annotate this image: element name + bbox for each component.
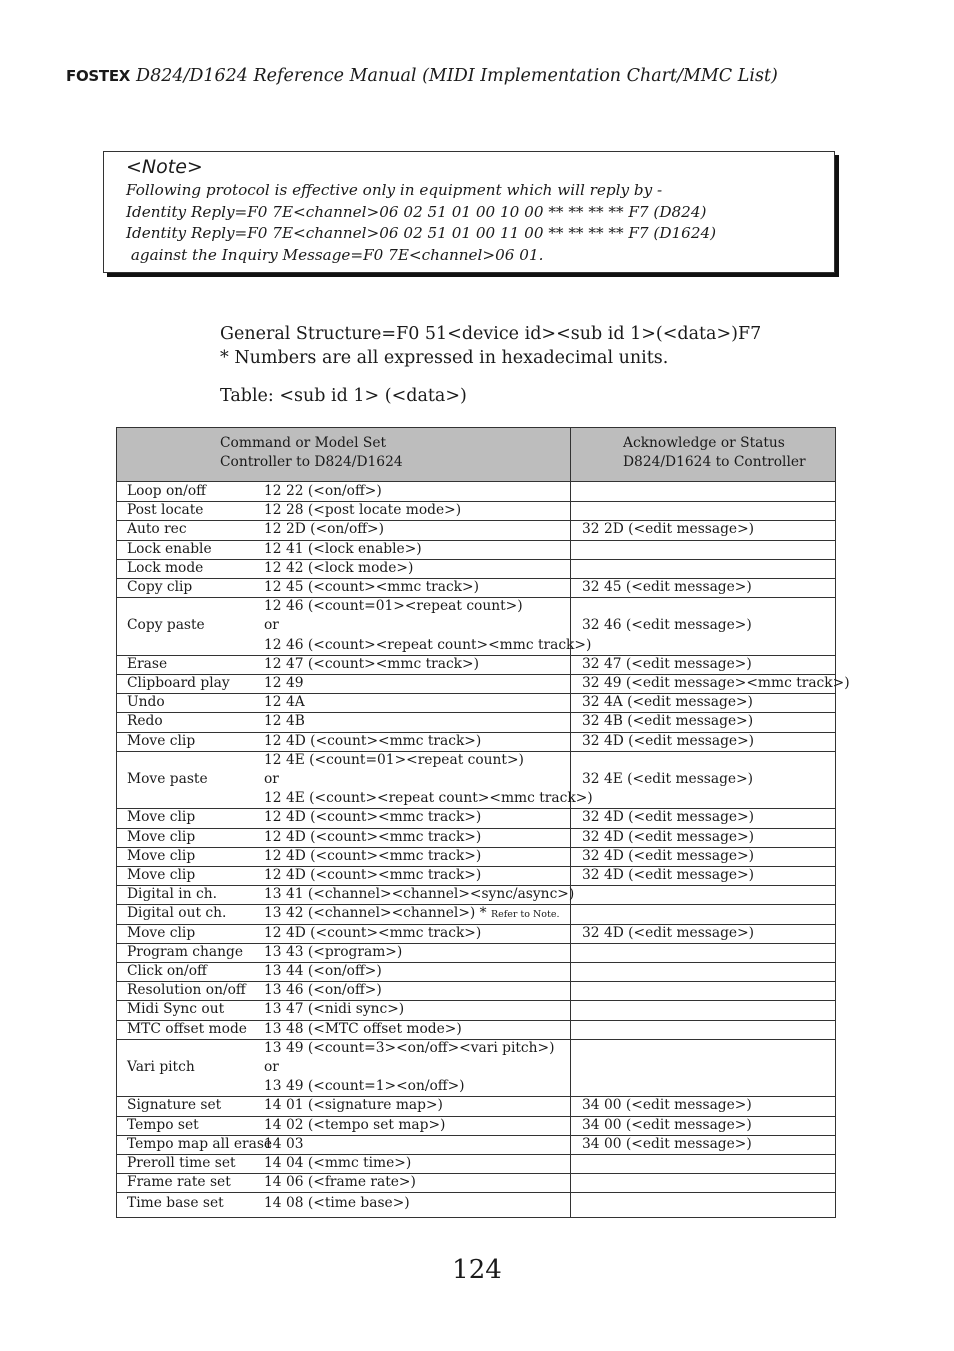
row-command-text: 12 46 (<count=01><repeat count>) (264, 598, 523, 615)
table-row (117, 885, 835, 904)
row-ack: 32 2D (<edit message>) (582, 521, 755, 538)
row-name: Move paste (127, 770, 208, 787)
row-ack: 32 4A (<edit message>) (582, 694, 753, 711)
note-title: <Note> (126, 156, 203, 178)
row-ack: 32 4B (<edit message>) (582, 713, 754, 730)
row-command-text: 14 04 (<mmc time>) (264, 1155, 412, 1171)
row-command (264, 520, 384, 539)
row-command (264, 866, 481, 885)
row-command-text: 14 06 (<frame rate>) (264, 1174, 416, 1191)
header-ack-line: D824/D1624 to Controller (623, 454, 806, 470)
row-command-text: 14 08 (<time base>) (264, 1194, 410, 1211)
table-row (117, 1096, 835, 1115)
row-command (264, 770, 279, 789)
row-command-text: 13 41 (<channel><channel><sync/async>) (264, 886, 575, 903)
row-name: Frame rate set (127, 1174, 231, 1191)
row-command-text: 12 4D (<count><mmc track>) (264, 924, 482, 941)
row-command (264, 847, 481, 866)
row-command (264, 501, 461, 520)
table-header (117, 428, 835, 482)
row-command (264, 981, 382, 1000)
row-command (264, 1116, 445, 1135)
table-row (117, 1000, 835, 1019)
note-line: Identity Reply=F0 7E<channel>06 02 51 01 00 10 00 ** ** ** ** F7 (D824) (126, 202, 707, 221)
row-command-text: or (264, 1058, 279, 1075)
row-command-text: 12 4E (<count=01><repeat count>) (264, 751, 524, 768)
row-name: Move clip (127, 847, 196, 864)
general-structure (220, 322, 761, 370)
row-command (264, 616, 279, 635)
row-command-text: 14 03 (264, 1135, 304, 1152)
row-command (264, 597, 523, 616)
row-ack: 34 00 (<edit message>) (582, 1135, 752, 1152)
row-ack: 32 4D (<edit message>) (582, 867, 755, 883)
row-name: Click on/off (127, 963, 207, 979)
row-ack: 32 46 (<edit message>) (582, 617, 752, 634)
header-command-line: Controller to D824/D1624 (220, 454, 403, 470)
row-name: Move clip (127, 924, 196, 941)
header-title: D824/D1624 Reference Manual (MIDI Implementation Chart/MMC List) (136, 66, 778, 86)
row-name: Clipboard play (127, 675, 230, 691)
mmc-table (116, 427, 850, 1218)
table-row (117, 520, 835, 539)
row-command-text: 13 44 (<on/off>) (264, 963, 382, 979)
row-command (264, 578, 479, 597)
table-row (117, 559, 835, 578)
header-command-line: Command or Model Set (220, 435, 387, 451)
row-name: Move clip (127, 867, 196, 883)
row-name: Tempo set (127, 1116, 199, 1133)
row-name: Midi Sync out (127, 1001, 225, 1018)
table-row (117, 1116, 835, 1135)
table-row (117, 674, 850, 693)
row-command (264, 924, 481, 943)
row-command-text: 13 49 (<count=1><on/off>) (264, 1078, 465, 1095)
row-ack: 32 4D (<edit message>) (582, 828, 755, 845)
row-command (264, 482, 382, 501)
table-row (117, 1173, 835, 1192)
table-row (117, 1154, 835, 1173)
row-ack: 32 4D (<edit message>) (582, 847, 755, 864)
note-line: Following protocol is effective only in equipment which will reply by - (126, 181, 663, 199)
row-ack: 32 4D (<edit message>) (582, 732, 755, 749)
row-ack: 32 49 (<edit message><mmc track>) (582, 675, 850, 691)
row-command (264, 751, 524, 770)
row-command-text: 14 01 (<signature map>) (264, 1097, 443, 1114)
row-command-text: 13 46 (<on/off>) (264, 982, 382, 999)
row-command (264, 943, 402, 962)
row-command (264, 1096, 443, 1115)
header-command (220, 434, 403, 472)
row-name: MTC offset mode (127, 1020, 247, 1037)
row-command (264, 693, 305, 712)
row-name: Undo (127, 694, 165, 711)
table-row (117, 981, 835, 1000)
row-name: Move clip (127, 828, 196, 845)
row-command-text: 12 4D (<count><mmc track>) (264, 809, 482, 826)
row-command-text: 12 22 (<on/off>) (264, 483, 382, 499)
row-command (264, 674, 304, 693)
row-name: Resolution on/off (127, 982, 246, 999)
note-line: Identity Reply=F0 7E<channel>06 02 51 01 00 11 00 ** ** ** ** F7 (D1624) (126, 224, 717, 243)
row-name: Vari pitch (127, 1058, 195, 1075)
table-row (117, 751, 835, 809)
row-name: Move clip (127, 809, 196, 826)
table-row (117, 808, 835, 827)
table-row (117, 732, 835, 751)
row-command (264, 1000, 404, 1019)
row-command (264, 1154, 411, 1173)
row-command (264, 1058, 279, 1077)
table-caption: Table: <sub id 1> (<data>) (220, 386, 467, 406)
row-command (264, 808, 481, 827)
numbers-note: * Numbers are all expressed in hexadecimal units. (220, 348, 669, 368)
row-name: Auto rec (127, 521, 187, 538)
table-row (117, 866, 835, 885)
page-header (66, 66, 778, 86)
row-name: Time base set (127, 1194, 224, 1211)
row-command (264, 1020, 462, 1039)
table-row (117, 962, 835, 981)
row-command-text: 12 47 (<count><mmc track>) (264, 655, 479, 672)
page-number: 124 (452, 1255, 502, 1285)
row-command (264, 1039, 554, 1058)
row-name: Program change (127, 943, 244, 960)
table-row (117, 1192, 835, 1214)
table-row (117, 1135, 835, 1154)
table-row (117, 828, 835, 847)
table-row (117, 904, 835, 923)
row-name: Copy clip (127, 579, 193, 595)
row-name: Digital in ch. (127, 886, 217, 903)
row-command-text: 12 4D (<count><mmc track>) (264, 867, 482, 883)
row-ack: 32 4E (<edit message>) (582, 770, 754, 787)
row-command-text: 12 42 (<lock mode>) (264, 559, 414, 576)
row-name: Lock enable (127, 540, 212, 557)
row-ack: 32 47 (<edit message>) (582, 655, 752, 672)
row-command (264, 962, 382, 981)
row-name: Erase (127, 655, 168, 672)
row-command-text: 13 42 (<channel><channel>) * (264, 905, 491, 922)
row-command-text: 13 49 (<count=3><on/off><vari pitch>) (264, 1039, 555, 1056)
table-row (117, 943, 835, 962)
row-command-text: 12 46 (<count><repeat count><mmc track>) (264, 636, 592, 653)
row-command (264, 789, 593, 808)
note-line: against the Inquiry Message=F0 7E<channel>06 01. (126, 245, 544, 264)
row-ack: 32 45 (<edit message>) (582, 579, 752, 595)
row-ack: 32 4D (<edit message>) (582, 809, 755, 826)
row-command (264, 559, 413, 578)
header-ack-line: Acknowledge or Status (623, 435, 785, 451)
table-row (117, 540, 835, 559)
note-box (103, 151, 835, 273)
structure-text: General Structure=F0 51<device id><sub id 1>(<data>)F7 (220, 324, 762, 344)
row-command-text: 12 4E (<count><repeat count><mmc track>) (264, 790, 593, 807)
header-ack (623, 434, 806, 472)
table-row (117, 693, 835, 712)
row-name: Move clip (127, 732, 196, 749)
row-command-text: or (264, 617, 279, 634)
row-command (264, 655, 479, 674)
row-command (264, 1077, 465, 1096)
table-row (117, 712, 835, 731)
table-row (117, 501, 835, 520)
row-command (264, 1173, 416, 1192)
row-command (264, 540, 422, 559)
row-command-text: 12 49 (264, 675, 304, 691)
refer-note: Refer to Note. (490, 909, 560, 921)
row-command (264, 636, 591, 655)
row-name: Post locate (127, 502, 204, 519)
row-command-text: 12 41 (<lock enable>) (264, 540, 422, 557)
row-command-text: 12 4D (<count><mmc track>) (264, 732, 482, 749)
row-command (264, 712, 305, 731)
table-row (117, 482, 835, 501)
row-command-text: 14 02 (<tempo set map>) (264, 1116, 446, 1133)
row-command-text: 12 4B (264, 713, 305, 730)
row-name: Loop on/off (127, 483, 206, 499)
row-ack: 34 00 (<edit message>) (582, 1097, 752, 1114)
table-row (117, 1020, 835, 1039)
row-command-text: 13 47 (<nidi sync>) (264, 1001, 405, 1018)
table-row (117, 924, 835, 943)
row-name: Signature set (127, 1097, 222, 1114)
fostex-logo: FOSTEX (66, 67, 131, 85)
row-name: Copy paste (127, 617, 205, 634)
row-command-text: 12 4D (<count><mmc track>) (264, 828, 482, 845)
row-command (264, 885, 574, 904)
row-command-text: 13 48 (<MTC offset mode>) (264, 1020, 462, 1037)
row-command (264, 1194, 410, 1213)
row-name: Tempo map all erase (127, 1135, 273, 1152)
table-row (117, 655, 835, 674)
table-row (117, 597, 835, 655)
table-row (117, 847, 835, 866)
row-command (264, 904, 559, 924)
row-command-text: 12 4D (<count><mmc track>) (264, 847, 482, 864)
row-name: Digital out ch. (127, 905, 227, 922)
row-name: Preroll time set (127, 1155, 236, 1171)
row-ack: 32 4D (<edit message>) (582, 924, 755, 941)
row-ack: 34 00 (<edit message>) (582, 1116, 752, 1133)
row-command (264, 828, 481, 847)
row-command-text: 13 43 (<program>) (264, 943, 403, 960)
row-name: Redo (127, 713, 163, 730)
row-command-text: 12 45 (<count><mmc track>) (264, 579, 479, 595)
row-command-text: 12 2D (<on/off>) (264, 521, 385, 538)
row-name: Lock mode (127, 559, 204, 576)
row-command-text: or (264, 770, 279, 787)
row-command (264, 732, 481, 751)
row-command-text: 12 28 (<post locate mode>) (264, 502, 462, 519)
row-command-text: 12 4A (264, 694, 305, 711)
row-command (264, 1135, 304, 1154)
table-row (117, 1039, 835, 1097)
table-row (117, 578, 835, 597)
